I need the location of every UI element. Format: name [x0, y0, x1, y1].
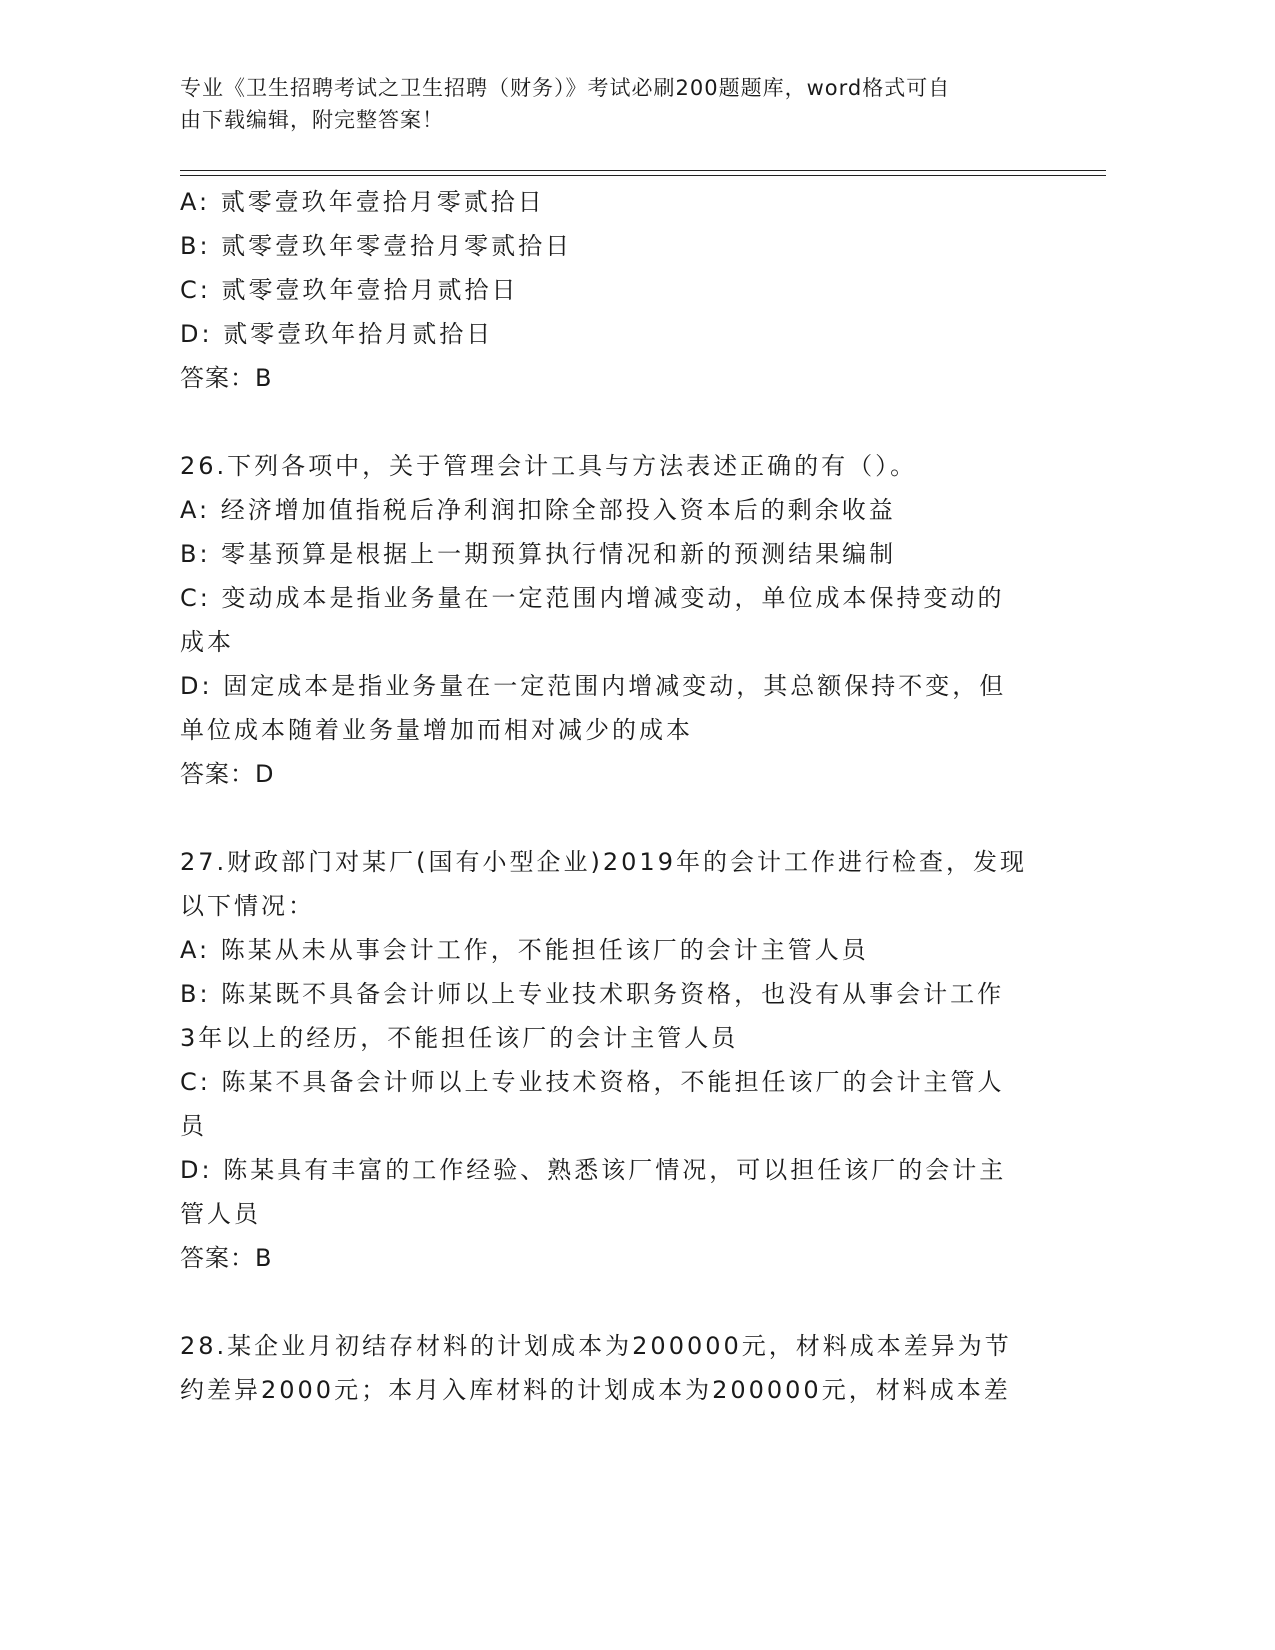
- option-b: B: 贰零壹玖年零壹拾月零贰拾日: [180, 232, 573, 260]
- option-d-continued: 管人员: [180, 1200, 261, 1228]
- question-stem-continued: 以下情况：: [180, 892, 315, 920]
- document-header: [180, 72, 1040, 136]
- question-26: [180, 444, 1040, 796]
- option-a: A: 陈某从未从事会计工作，不能担任该厂的会计主管人员: [180, 936, 869, 964]
- option-c: C: 陈某不具备会计师以上专业技术资格，不能担任该厂的会计主管人: [180, 1068, 1005, 1096]
- question-stem: 28.某企业月初结存材料的计划成本为200000元，材料成本差异为节: [180, 1332, 1012, 1360]
- option-c-continued: 成本: [180, 628, 234, 656]
- option-c-continued: 员: [180, 1112, 207, 1140]
- answer: 答案：D: [180, 760, 275, 788]
- option-c: C: 变动成本是指业务量在一定范围内增减变动，单位成本保持变动的: [180, 584, 1005, 612]
- question-list: [180, 180, 1040, 1412]
- header-line-2: 由下载编辑，附完整答案！: [180, 108, 444, 132]
- question-stem: 27.财政部门对某厂(国有小型企业)2019年的会计工作进行检查，发现: [180, 848, 1027, 876]
- option-a: A: 经济增加值指税后净利润扣除全部投入资本后的剩余收益: [180, 496, 896, 524]
- option-d: D: 陈某具有丰富的工作经验、熟悉该厂情况，可以担任该厂的会计主: [180, 1156, 1007, 1184]
- option-b: B: 零基预算是根据上一期预算执行情况和新的预测结果编制: [180, 540, 897, 568]
- answer: 答案：B: [180, 1244, 273, 1272]
- option-d: D: 贰零壹玖年拾月贰拾日: [180, 320, 494, 348]
- spacer: [180, 400, 1040, 444]
- header-line-1: 专业《卫生招聘考试之卫生招聘（财务）》考试必刷200题题库，word格式可自: [180, 76, 951, 100]
- question-28: [180, 1324, 1040, 1412]
- option-d-continued: 单位成本随着业务量增加而相对减少的成本: [180, 716, 693, 744]
- question-27: [180, 840, 1040, 1280]
- question-stem: 26.下列各项中，关于管理会计工具与方法表述正确的有（）。: [180, 452, 918, 480]
- answer: 答案：B: [180, 364, 273, 392]
- option-a: A: 贰零壹玖年壹拾月零贰拾日: [180, 188, 545, 216]
- option-c: C: 贰零壹玖年壹拾月贰拾日: [180, 276, 519, 304]
- option-b-continued: 3年以上的经历，不能担任该厂的会计主管人员: [180, 1024, 739, 1052]
- spacer: [180, 796, 1040, 840]
- spacer: [180, 1280, 1040, 1324]
- option-d: D: 固定成本是指业务量在一定范围内增减变动，其总额保持不变，但: [180, 672, 1007, 700]
- question-25: [180, 180, 1040, 400]
- question-stem-continued: 约差异2000元；本月入库材料的计划成本为200000元，材料成本差: [180, 1376, 1011, 1404]
- header-divider: [180, 170, 1106, 176]
- option-b: B: 陈某既不具备会计师以上专业技术职务资格，也没有从事会计工作: [180, 980, 1005, 1008]
